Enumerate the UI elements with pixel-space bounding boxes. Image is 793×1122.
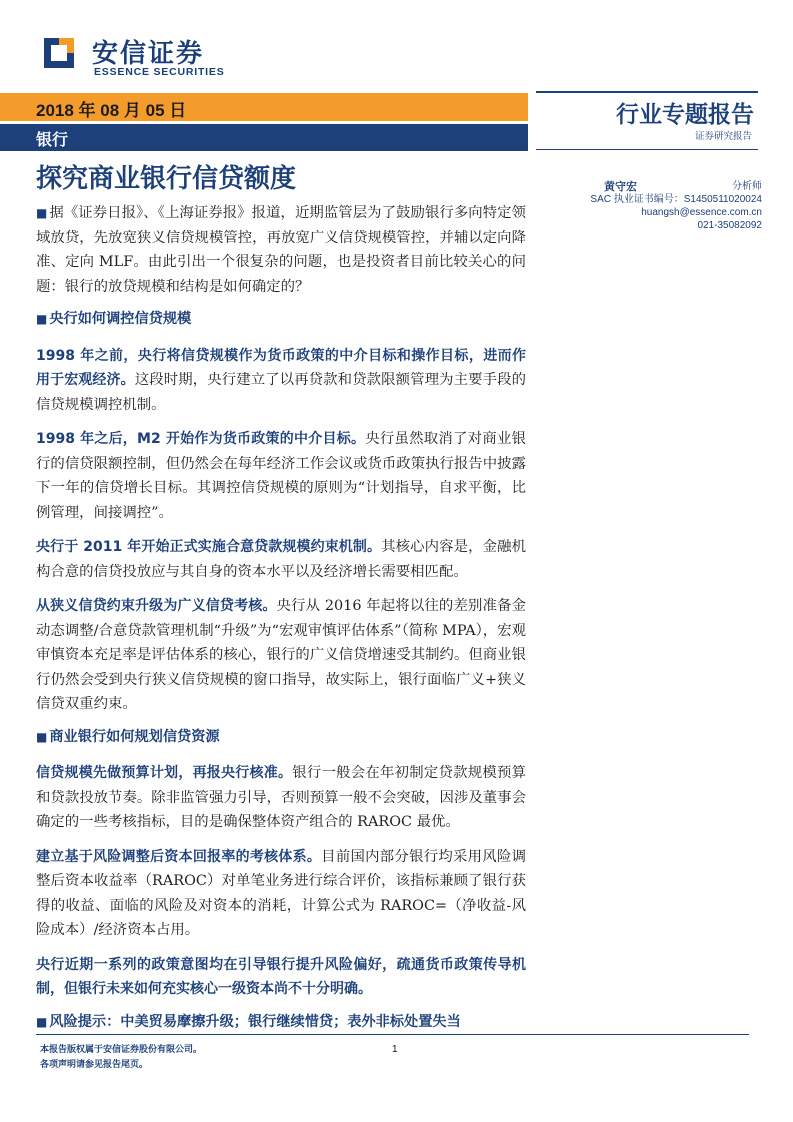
page-number: 1 — [392, 1044, 398, 1055]
analyst-phone: 021-35082092 — [697, 220, 762, 231]
header-rule-top — [536, 91, 758, 93]
page-title: 探究商业银行信贷额度 — [36, 164, 297, 194]
category-bar — [0, 124, 528, 151]
report-body — [36, 201, 526, 1046]
footer-copyright: 本报告版权属于安信证券股份有限公司。 — [40, 1045, 203, 1055]
analyst-name: 黄守宏 — [604, 180, 637, 193]
bullet-square-icon: ■ — [36, 729, 48, 744]
footer-rule — [36, 1034, 749, 1035]
bullet-square-icon: ■ — [36, 1014, 48, 1029]
analyst-cert: SAC 执业证书编号：S1450511020024 — [590, 194, 762, 205]
report-subtitle: 证券研究报告 — [694, 131, 752, 142]
header-rule-bottom — [536, 149, 758, 150]
section-heading-2: ■ 商业银行如何规划信贷资源 — [36, 728, 220, 745]
paragraph-4: 从狭义信贷约束升级为广义信贷考核。央行从 2016 年起将以往的差别准备金动态调整/合意贷款管理机制“升级”为“宏观审慎评估体系”（简称 MPA），宏观审慎资本充足率是评估体系的核心，银行的广义信贷增速受其制约。但商业银行仍然会受到央行狭义信贷规模的窗口指导，故实际上，银行面临广义+狭义信贷双重约束。 — [36, 598, 526, 712]
analyst-name-row — [560, 180, 762, 193]
section-heading-1: ■ 央行如何调控信贷规模 — [36, 311, 192, 327]
bullet-square-icon: ■ — [36, 206, 48, 220]
brand-name-cn: 安信证券 — [92, 39, 205, 69]
report-category: 银行 — [36, 130, 69, 149]
paragraph-5: 信贷规模先做预算计划，再报央行核准。银行一般会在年初制定贷款规模预算和贷款投放节奏。除非监管强力引导，否则预算一般不会突破，因涉及董事会确定的一些考核指标，目的是确保整体资产组合的 RAROC 最优。 — [36, 765, 526, 830]
analyst-email[interactable]: huangsh@essence.com.cn — [641, 207, 762, 218]
paragraph-7: 央行近期一系列的政策意图均在引导银行提升风险偏好，疏通货币政策传导机制，但银行未来如何充实核心一级资本尚不十分明确。 — [36, 956, 526, 997]
brand-name-en: ESSENCE SECURITIES — [94, 66, 225, 78]
paragraph-6: 建立基于风险调整后资本回报率的考核体系。目前国内部分银行均采用风险调整后资本收益率（RAROC）对单笔业务进行综合评价，该指标兼顾了银行获得的收益、面临的风险及对资本的消耗，计算公式为 RAROC=（净收益-风险成本）/经济资本占用。 — [36, 848, 526, 938]
analyst-role: 分析师 — [732, 181, 762, 192]
footer-disclaimer: 各项声明请参见报告尾页。 — [40, 1060, 149, 1070]
paragraph-2: 1998 年之后，M2 开始作为货币政策的中介目标。央行虽然取消了对商业银行的信贷限额控制，但仍然会在每年经济工作会议或货币政策执行报告中披露下一年的信贷增长目标。其调控信贷规模的原则为“计划指导，自求平衡，比例管理，间接调控”。 — [36, 431, 526, 521]
logo-icon — [42, 36, 76, 70]
risk-warning: ■ 风险提示：中美贸易摩擦升级；银行继续惜贷；表外非标处置失当 — [36, 1013, 461, 1030]
report-type: 行业专题报告 — [616, 102, 754, 128]
paragraph-3: 央行于 2011 年开始正式实施合意贷款规模约束机制。其核心内容是，金融机构合意的信贷投放应与其自身的资本水平以及经济增长需要相匹配。 — [36, 539, 526, 580]
analyst-box — [560, 180, 762, 232]
paragraph-1: 1998 年之前，央行将信贷规模作为货币政策的中介目标和操作目标，进而作用于宏观经济。这段时期，央行建立了以再贷款和贷款限额管理为主要手段的信贷规模调控机制。 — [36, 347, 526, 413]
bullet-square-icon: ■ — [36, 312, 48, 326]
intro-paragraph: ■ 据《证券日报》、《上海证券报》报道，近期监管层为了鼓励银行多向特定领域放贷，先放宽狭义信贷规模管控，再放宽广义信贷规模管控，并辅以定向降准、定向 MLF。由此引出一个很复杂的问题，也是投资者目前比较关心的问题：银行的放贷规模和结构是如何确定的？ — [36, 205, 526, 295]
report-date: 2018 年 08 月 05 日 — [36, 101, 187, 120]
